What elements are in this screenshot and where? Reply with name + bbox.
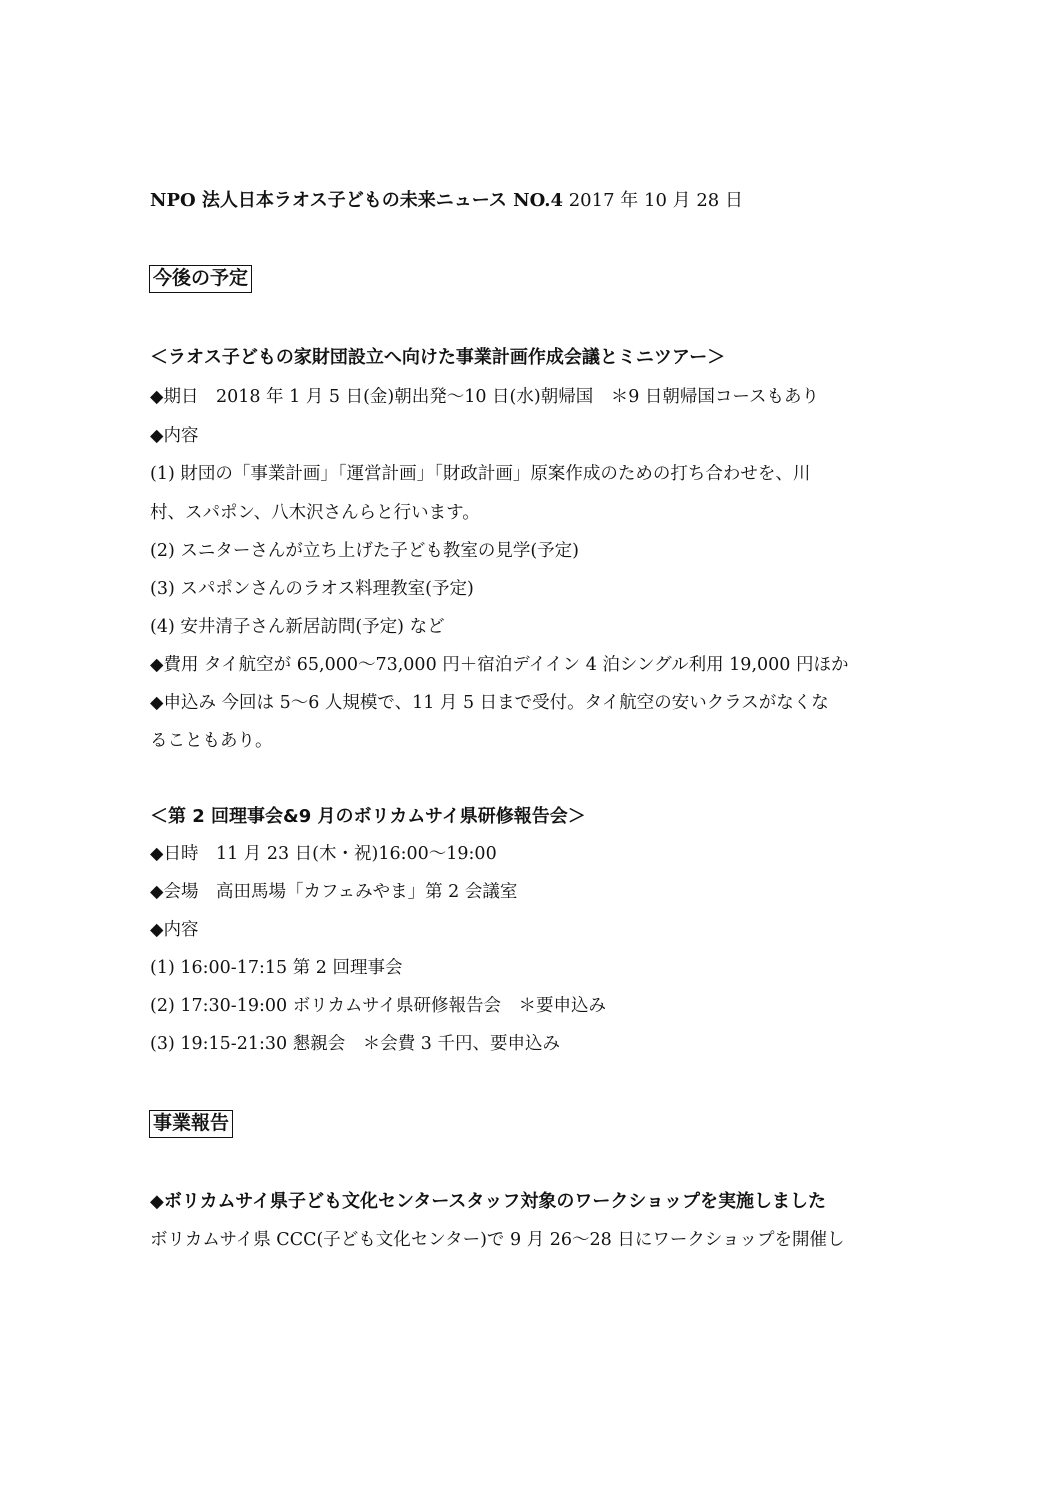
event2-venue: ◆会場 高田馬場「カフェみやま」第 2 会議室 — [150, 882, 518, 902]
event1-apply-2: ることもあり。 — [150, 731, 273, 751]
newsletter-name: NPO 法人日本ラオス子どもの未来ニュース NO.4 — [150, 190, 563, 211]
event2-heading: ＜第 2 回理事会&9 月のボリカムサイ県研修報告会＞ — [150, 806, 586, 827]
event1-item-1a: (1) 財団の「事業計画」「運営計画」「財政計画」原案作成のための打ち合わせを、川 — [150, 464, 811, 484]
newsletter-date: 2017 年 10 月 28 日 — [568, 190, 743, 211]
section-label-report: 事業報告 — [149, 1110, 233, 1138]
event1-heading: ＜ラオス子どもの家財団設立へ向けた事業計画作成会議とミニツアー＞ — [150, 347, 726, 368]
event1-apply-1: ◆申込み 今回は 5～6 人規模で、11 月 5 日まで受付。タイ航空の安いクラスがなくな — [150, 693, 829, 713]
event2-item-3: (3) 19:15-21:30 懇親会 ＊会費 3 千円、要申込み — [150, 1034, 560, 1054]
event2-content-label: ◆内容 — [150, 920, 199, 940]
event2-item-1: (1) 16:00-17:15 第 2 回理事会 — [150, 958, 403, 978]
event2-item-2: (2) 17:30-19:00 ボリカムサイ県研修報告会 ＊要申込み — [150, 996, 606, 1016]
report-heading: ◆ボリカムサイ県子ども文化センタースタッフ対象のワークショップを実施しました — [150, 1191, 827, 1212]
event1-item-2: (2) スニターさんが立ち上げた子ども教室の見学(予定) — [150, 541, 580, 561]
event1-date: ◆期日 2018 年 1 月 5 日(金)朝出発～10 日(水)朝帰国 ＊9 日朝帰国コースもあり — [150, 387, 820, 407]
event1-item-1b: 村、スパポン、八木沢さんらと行います。 — [150, 503, 480, 523]
event2-date: ◆日時 11 月 23 日(木・祝)16:00～19:00 — [150, 844, 497, 864]
section-label-schedule: 今後の予定 — [149, 265, 252, 293]
event1-item-3: (3) スパポンさんのラオス料理教室(予定) — [150, 579, 474, 599]
report-body: ボリカムサイ県 CCC(子ども文化センター)で 9 月 26～28 日にワークショップを開催し — [150, 1230, 845, 1250]
event1-content-label: ◆内容 — [150, 426, 199, 446]
event1-item-4: (4) 安井清子さん新居訪問(予定) など — [150, 617, 445, 637]
event1-fee: ◆費用 タイ航空が 65,000～73,000 円＋宿泊デイイン 4 泊シングル利用 19,000 円ほか — [150, 655, 849, 675]
newsletter-title — [150, 192, 743, 210]
